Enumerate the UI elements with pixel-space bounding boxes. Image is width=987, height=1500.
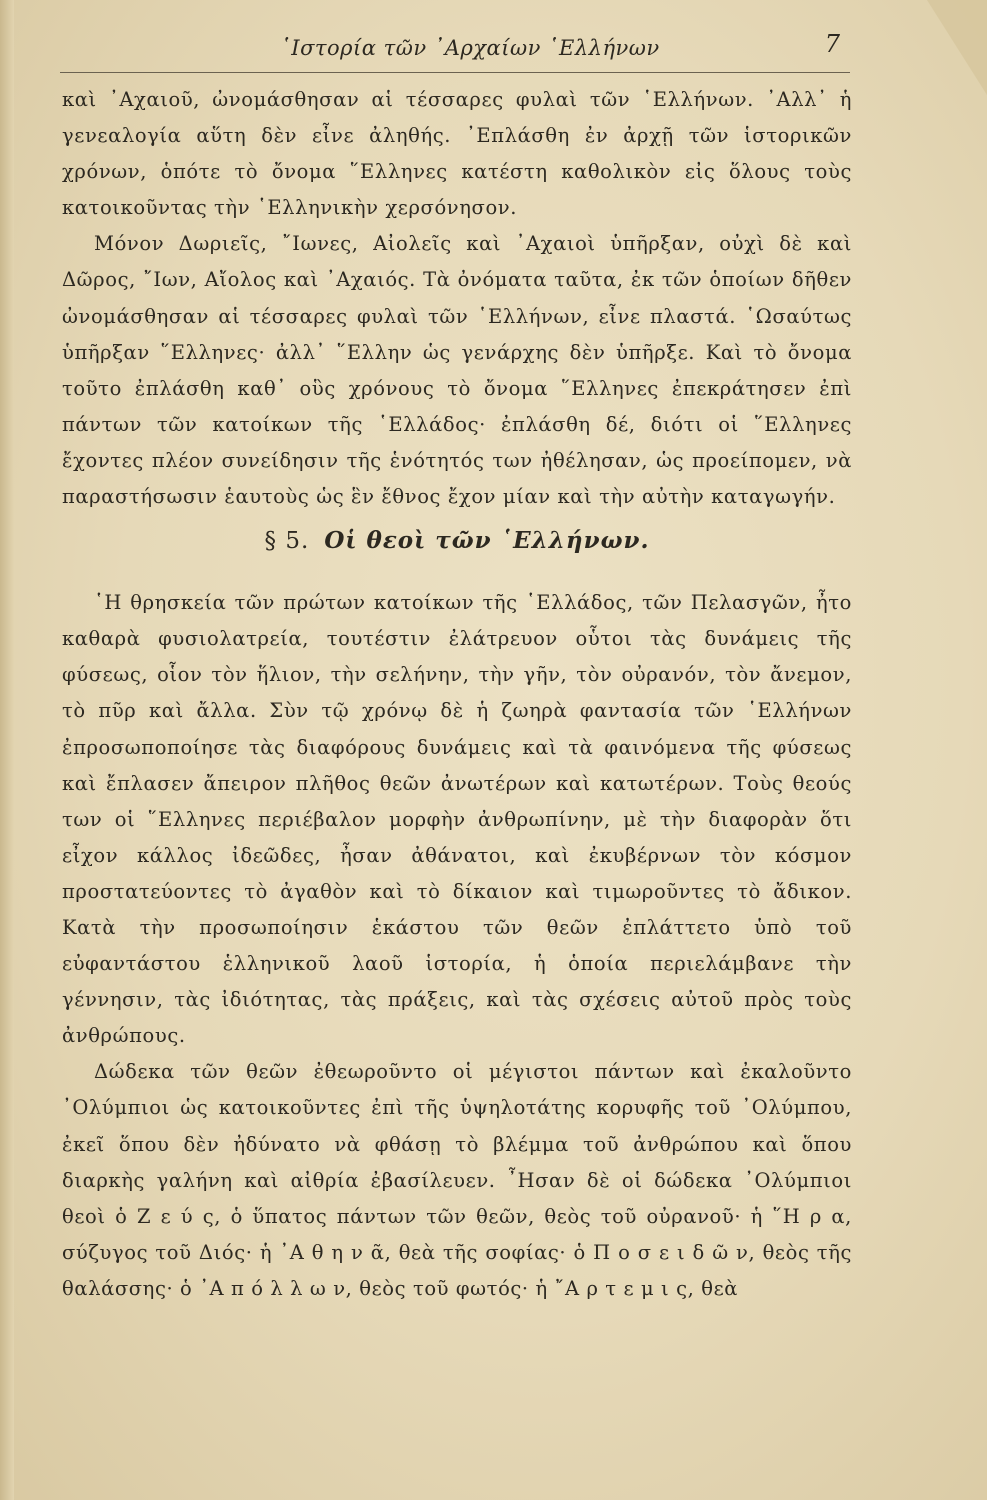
paragraph-religion: ῾Η θρησκεία τῶν πρώτων κατοίκων τῆς ῾Ελλάδος, τῶν Πελασγῶν, ἦτο καθαρὰ φυσιολατρεία, τουτέστιν ἐλάτρευον οὗτοι τὰς δυνάμεις τῆς φύσεως, οἷον τὸν ἥλιον, τὴν σελήνην, τὴν γῆν, τὸν οὐρανόν, τὸν ἄνεμον, τὸ πῦρ καὶ ἄλλα. Σὺν τῷ χρόνῳ δὲ ἡ ζωηρὰ φαντασία τῶν ῾Ελλήνων ἐπροσωποποίησε τὰς διαφόρους δυνάμεις καὶ τὰ φαινόμενα τῆς φύσεως καὶ ἔπλασεν ἄπειρον πλῆθος θεῶν ἀνωτέρων καὶ κατωτέρων. Τοὺς θεούς των οἱ ῞Ελληνες περιέβαλον μορφὴν ἀνθρωπίνην, μὲ τὴν διαφορὰν ὅτι εἶχον κάλλος ἰδεῶδες, ἦσαν ἀθάνατοι, καὶ ἐκυβέρνων τὸν κόσμον προστατεύοντες τὸ ἀγαθὸν καὶ τὸ δίκαιον καὶ τιμωροῦντες τὸ ἄδικον. Κατὰ τὴν προσωποίησιν ἑκάστου τῶν θεῶν ἐπλάττετο ὑπὸ τοῦ εὐφαντάστου ἑλληνικοῦ λαοῦ ἱστορία, ἡ ὁποία περιελάμβανε τὴν γέννησιν, τὰς ἰδιότητας, τὰς πράξεις, καὶ τὰς σχέσεις αὐτοῦ πρὸς τοὺς ἀνθρώπους. bbox=[62, 591, 852, 1048]
section-number: § 5. bbox=[264, 528, 310, 555]
page-header bbox=[60, 30, 840, 70]
page-binding-edge bbox=[0, 0, 14, 1500]
paragraph-tribes: Μόνον Δωριεῖς, ῎Ιωνες, Αἰολεῖς καὶ ᾿Αχαιοὶ ὑπῆρξαν, οὐχὶ δὲ καὶ Δῶρος, ῎Ιων, Αἴολος καὶ ᾿Αχαιός. Τὰ ὀνόματα ταῦτα, ἐκ τῶν ὁποίων δῆθεν ὠνομάσθησαν αἱ τέσσαρες φυλαὶ τῶν ῾Ελλήνων, εἶνε πλαστά. ῾Ωσαύτως ὑπῆρξαν ῞Ελληνες· ἀλλ᾿ ῞Ελλην ὡς γενάρχης δὲν ὑπῆρξε. Καὶ τὸ ὄνομα τοῦτο ἐπλάσθη καθ᾿ οὓς χρόνους τὸ ὄνομα ῞Ελληνες ἐπεκράτησεν ἐπὶ πάντων τῶν κατοίκων τῆς ῾Ελλάδος· ἐπλάσθη δέ, διότι οἱ ῞Ελληνες ἔχοντες πλέον συνείδησιν τῆς ἑνότητός των ἠθέλησαν, ὡς προείπομεν, νὰ παραστήσωσιν ἑαυτοὺς ὡς ἓν ἔθνος ἔχον μίαν καὶ τὴν αὐτὴν καταγωγήν. bbox=[62, 232, 852, 509]
running-title: ῾Ιστορία τῶν ᾿Αρχαίων ῾Ελλήνων bbox=[280, 36, 660, 60]
paragraph-continued: καὶ ᾿Αχαιοῦ, ὠνομάσθησαν αἱ τέσσαρες φυλαὶ τῶν ῾Ελλήνων. ᾿Αλλ᾿ ἡ γενεαλογία αὕτη δὲν εἶνε ἀληθής. ᾿Επλάσθη ἐν ἀρχῇ τῶν ἱστορικῶν χρόνων, ὁπότε τὸ ὄνομα ῞Ελληνες κατέστη καθολικὸν εἰς ὅλους τοὺς κατοικοῦντας τὴν ῾Ελληνικὴν χερσόνησον. bbox=[62, 88, 852, 220]
header-rule bbox=[60, 72, 850, 73]
section-heading bbox=[62, 523, 852, 559]
section-title: Οἱ θεοὶ τῶν ῾Ελλήνων. bbox=[324, 527, 650, 555]
page-corner-fold bbox=[927, 0, 987, 95]
paragraph-olympians: Δώδεκα τῶν θεῶν ἐθεωροῦντο οἱ μέγιστοι πάντων καὶ ἐκαλοῦντο ᾿Ολύμπιοι ὡς κατοικοῦντες ἐπὶ τῆς ὑψηλοτάτης κορυφῆς τοῦ ᾿Ολύμπου, ἐκεῖ ὅπου δὲν ἠδύνατο νὰ φθάσῃ τὸ βλέμμα τοῦ ἀνθρώπου καὶ ὅπου διαρκὴς γαλήνη καὶ αἰθρία ἐβασίλευεν. ῏Ησαν δὲ οἱ δώδεκα ᾿Ολύμπιοι θεοὶ ὁ Ζ ε ύ ς, ὁ ὕπατος πάντων τῶν θεῶν, θεὸς τοῦ οὐρανοῦ· ἡ ῞Η ρ α, σύζυγος τοῦ Διός· ἡ ᾿Α θ η ν ᾶ, θεὰ τῆς σοφίας· ὁ Π ο σ ε ι δ ῶ ν, θεὸς τῆς θαλάσσης· ὁ ᾿Α π ό λ λ ω ν, θεὸς τοῦ φωτός· ἡ ῎Α ρ τ ε μ ι ς, θεὰ bbox=[62, 1060, 852, 1300]
page-number: 7 bbox=[824, 30, 840, 58]
page-body bbox=[62, 82, 852, 1307]
